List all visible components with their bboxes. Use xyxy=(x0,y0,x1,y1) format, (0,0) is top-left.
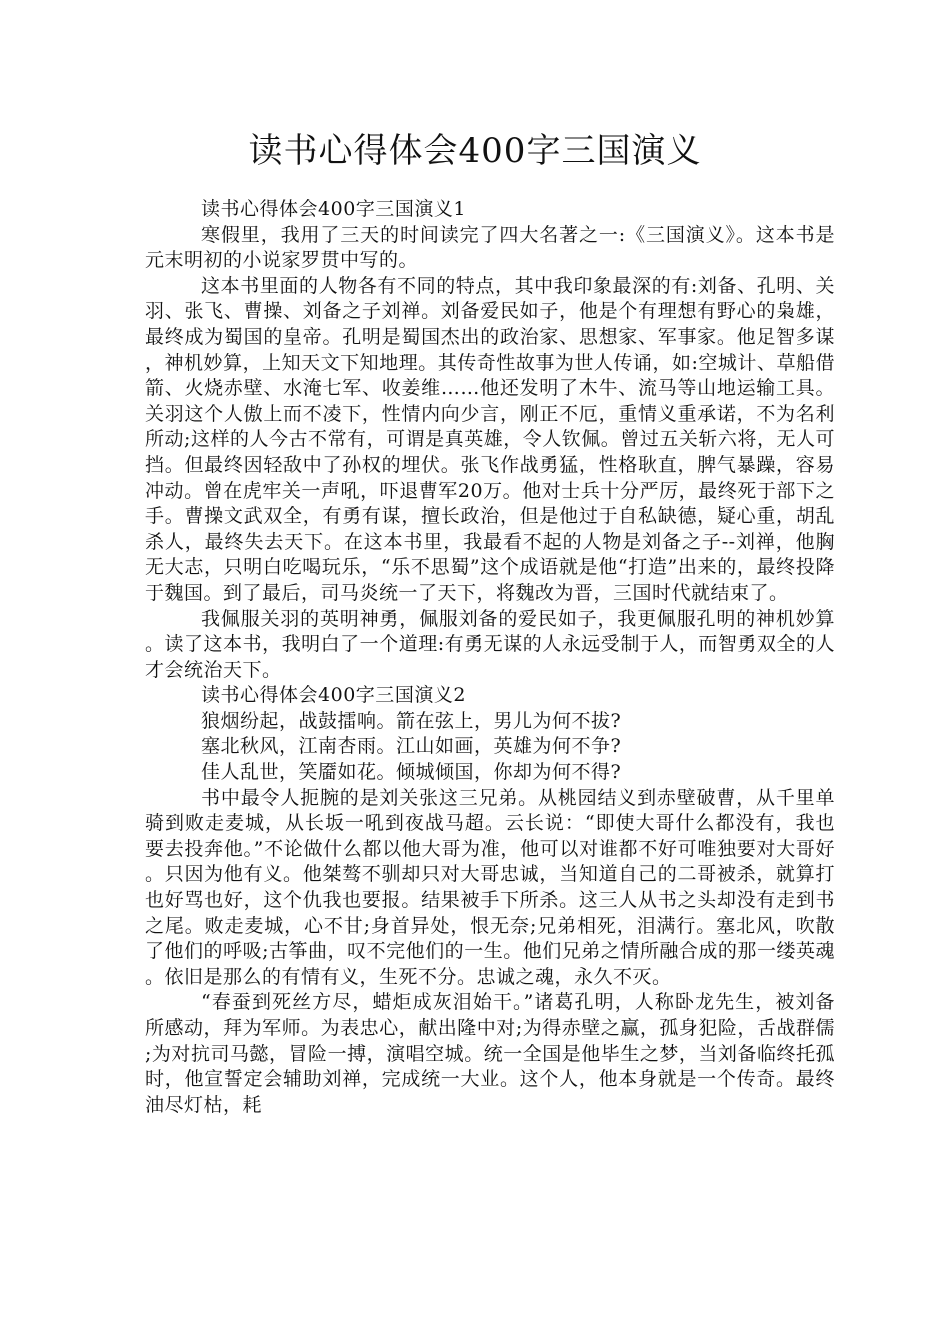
paragraph: 书中最令人扼腕的是刘关张这三兄弟。从桃园结义到赤壁破曹，从千里单骑到败走麦城，从长坂一吼到夜战马超。云长说：“即使大哥什么都没有，我也要去投奔他。”不论做什么都以他大哥为准，他可以对谁都不好可唯独要对大哥好。只因为他有义。他桀骜不驯却只对大哥忠诚，当知道自己的二哥被杀，就算打也好骂也好，这个仇我也要报。结果被手下所杀。这三人从书之头却没有走到书之尾。败走麦城，心不甘;身首异处，恨无奈;兄弟相死，泪满行。塞北风，吹散了他们的呼吸;古筝曲，叹不完他们的一生。他们兄弟之情所融合成的那一缕英魂。依旧是那么的有情有义，生死不分。忠诚之魂，永久不灭。 xyxy=(145,786,835,988)
paragraph: 我佩服关羽的英明神勇，佩服刘备的爱民如子，我更佩服孔明的神机妙算。读了这本书，我明白了一个道理:有勇无谋的人永远受制于人，而智勇双全的人才会统治天下。 xyxy=(145,607,835,681)
document-body xyxy=(145,197,835,1118)
document-title: 读书心得体会400字三国演义 xyxy=(248,131,702,171)
paragraph: 寒假里，我用了三天的时间读完了四大名著之一:《三国演义》。这本书是元末明初的小说家罗贯中写的。 xyxy=(145,223,835,272)
paragraph: 这本书里面的人物各有不同的特点，其中我印象最深的有:刘备、孔明、关羽、张飞、曹操、刘备之子刘禅。刘备爱民如子，他是个有理想有野心的枭雄，最终成为蜀国的皇帝。孔明是蜀国杰出的政治家、思想家、军事家。他足智多谋，神机妙算，上知天文下知地理。其传奇性故事为世人传诵，如:空城计、草船借箭、火烧赤壁、水淹七军、收姜维……他还发明了木牛、流马等山地运输工具。关羽这个人傲上而不凌下，性情内向少言，刚正不厄，重情义重承诺，不为名利所动;这样的人今古不常有，可谓是真英雄，令人钦佩。曾过五关斩六将，无人可挡。但最终因轻敌中了孙权的埋伏。张飞作战勇猛，性格耿直，脾气暴躁，容易冲动。曾在虎牢关一声吼，吓退曹军20万。他对士兵十分严厉，最终死于部下之手。曹操文武双全，有勇有谋，擅长政治，但是他过于自私缺德，疑心重，胡乱杀人，最终失去天下。在这本书里，我最看不起的人物是刘备之子--刘禅，他胸无大志，只明白吃喝玩乐，“乐不思蜀”这个成语就是他“打造”出来的，最终投降于魏国。到了最后，司马炎统一了天下，将魏改为晋，三国时代就结束了。 xyxy=(145,274,835,604)
poem-line: 塞北秋风，江南杏雨。江山如画，英雄为何不争? xyxy=(201,735,622,758)
section-heading-2: 读书心得体会400字三国演义2 xyxy=(201,684,466,707)
poem-line: 狼烟纷起，战鼓擂响。箭在弦上，男儿为何不拔? xyxy=(201,709,622,732)
poem-line: 佳人乱世，笑靥如花。倾城倾国，你却为何不得? xyxy=(201,761,622,784)
paragraph: “春蚕到死丝方尽，蜡炬成灰泪始干。”诸葛孔明，人称卧龙先生，被刘备所感动，拜为军师。为表忠心，献出隆中对;为得赤壁之赢，孤身犯险，舌战群儒;为对抗司马懿，冒险一搏，演唱空城。统一全国是他毕生之梦，当刘备临终托孤时，他宣誓定会辅助刘禅，完成统一大业。这个人，他本身就是一个传奇。最终油尽灯枯，耗 xyxy=(145,991,835,1116)
section-heading-1: 读书心得体会400字三国演义1 xyxy=(201,198,466,220)
